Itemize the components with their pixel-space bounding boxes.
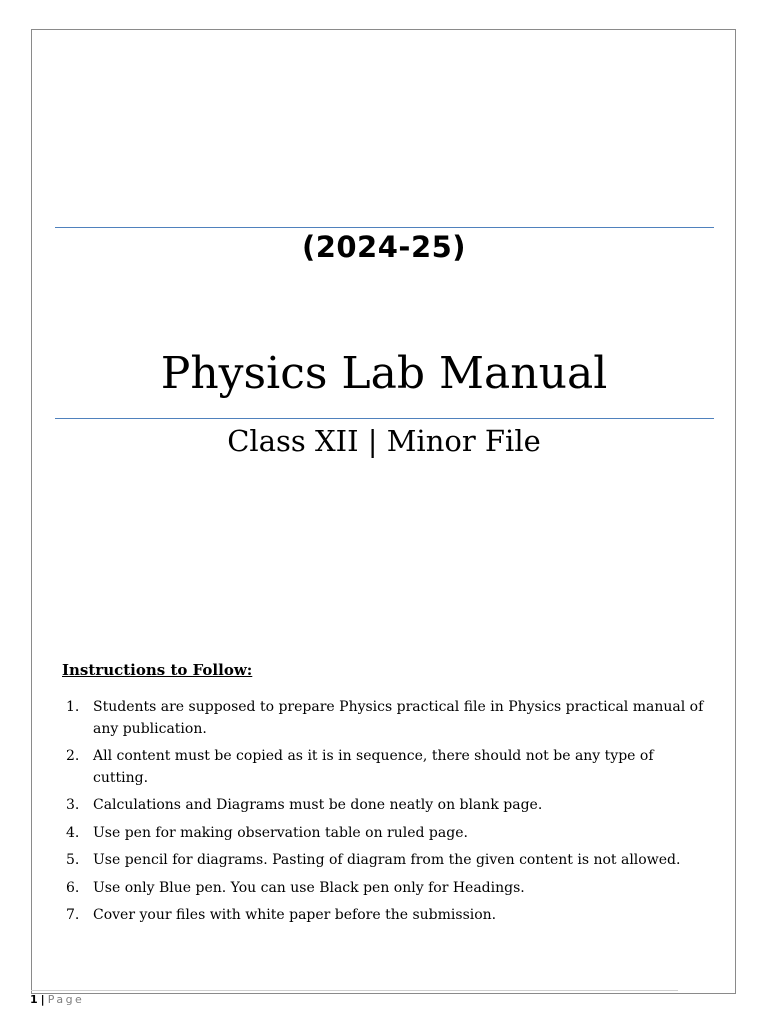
title-divider [55,418,714,419]
document-subtitle: Class XII | Minor File [227,424,541,458]
instruction-item [62,697,712,740]
instruction-number: 7. [66,907,80,923]
instructions-list [62,697,712,933]
academic-year: (2024-25) [301,230,467,264]
instruction-number: 3. [66,797,80,813]
instruction-text: All content must be copied as it is in sequence, there should not be any type of cutting. [93,748,654,786]
footer-divider [31,990,678,991]
instruction-item [62,823,712,845]
page-number: 1 [30,993,38,1006]
footer-separator: | [40,993,45,1006]
instruction-number: 4. [66,824,80,841]
top-divider [55,227,714,228]
instruction-item [62,795,712,817]
instruction-text: Students are supposed to prepare Physics practical file in Physics practical manual of any publication. [93,699,704,737]
instruction-item [62,746,712,789]
page-footer [30,992,84,1008]
instruction-text: Use pencil for diagrams. Pasting of diagram from the given content is not allowed. [93,852,681,868]
instruction-text: Use only Blue pen. You can use Black pen only for Headings. [93,879,525,896]
instructions-heading: Instructions to Follow: [62,661,253,679]
instruction-number: 6. [66,879,80,896]
page-label: Page [47,993,85,1006]
instruction-text: Calculations and Diagrams must be done neatly on blank page. [93,797,543,813]
instruction-item [62,878,712,900]
instruction-text: Cover your files with white paper before the submission. [93,907,497,923]
instruction-text: Use pen for making observation table on ruled page. [93,824,468,841]
document-title: Physics Lab Manual [160,348,608,399]
instruction-number: 2. [66,748,80,764]
instruction-number: 5. [66,852,80,868]
instruction-item [62,850,712,872]
instruction-number: 1. [66,699,80,715]
instruction-item [62,905,712,927]
